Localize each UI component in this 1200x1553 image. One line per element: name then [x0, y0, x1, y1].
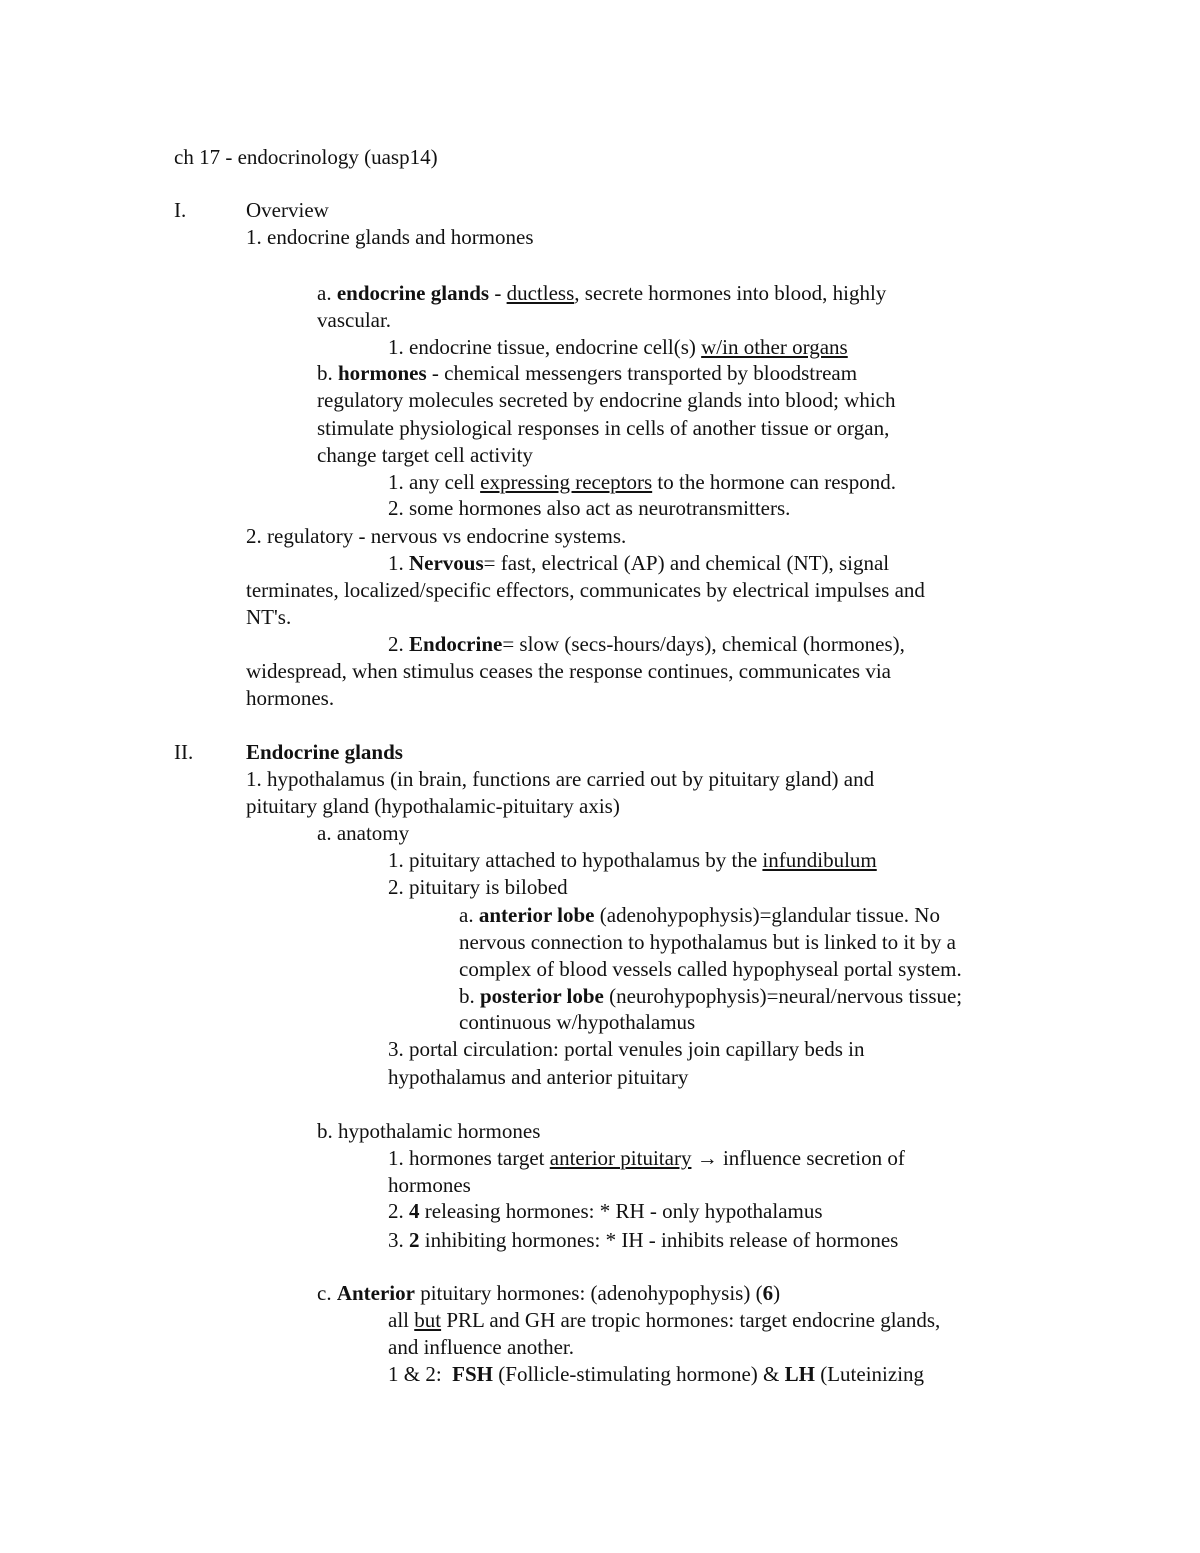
text-run: all: [388, 1308, 415, 1332]
text-run: b. hypothalamic hormones: [317, 1119, 541, 1143]
arrow-right-icon: →: [691, 1146, 723, 1170]
text-run: anterior pituitary: [549, 1146, 692, 1170]
text-run: FSH: [452, 1362, 494, 1386]
text-run: hormones.: [246, 686, 335, 710]
outline-item: [388, 1227, 898, 1253]
text-run: 2.: [388, 632, 409, 656]
text-run: 6: [762, 1281, 774, 1305]
section-heading: [246, 197, 329, 223]
text-run: 1. endocrine glands and hormones: [246, 225, 534, 249]
text-run: stimulate physiological responses in cells of another tissue or organ,: [317, 416, 890, 440]
text-run: nervous connection to hypothalamus but is linked to it by a: [459, 930, 956, 954]
text-run: Overview: [246, 198, 329, 222]
outline-item-continued: [317, 387, 896, 413]
outline-item: [388, 847, 877, 873]
text-run: b.: [459, 984, 480, 1008]
text-run: w/in other organs: [701, 335, 848, 359]
text-run: continuous w/hypothalamus: [459, 1010, 696, 1034]
text-run: Anterior: [336, 1281, 415, 1305]
text-run: 2. pituitary is bilobed: [388, 875, 568, 899]
text-run: releasing hormones: * RH - only hypothalamus: [419, 1199, 823, 1223]
text-run: hypothalamus and anterior pituitary: [388, 1065, 689, 1089]
text-run: vascular.: [317, 308, 392, 332]
text-run: a.: [459, 903, 479, 927]
text-run: c.: [317, 1281, 337, 1305]
text-run: posterior lobe: [480, 984, 604, 1008]
outline-item-continued: [246, 685, 334, 711]
text-run: NT's.: [246, 605, 292, 629]
section-number: [174, 197, 186, 223]
text-run: inhibiting hormones: * IH - inhibits release of hormones: [419, 1228, 899, 1252]
outline-item: [388, 469, 896, 495]
text-run: 3.: [388, 1228, 409, 1252]
outline-item: [246, 224, 534, 250]
outline-item-continued: [246, 658, 891, 684]
outline-item-continued: [317, 442, 533, 468]
text-run: change target cell activity: [317, 443, 533, 467]
text-run: 1. hypothalamus (in brain, functions are carried out by pituitary gland) and: [246, 767, 875, 791]
text-run: anterior lobe: [478, 903, 595, 927]
text-run: 2: [409, 1228, 420, 1252]
outline-item: [388, 1307, 940, 1333]
outline-item: [388, 1145, 905, 1171]
outline-item-continued: [459, 956, 962, 982]
outline-item: [317, 1118, 540, 1144]
text-run: 2. regulatory - nervous vs endocrine systems.: [246, 524, 627, 548]
text-run: 4: [409, 1199, 420, 1223]
text-run: (adenohypophysis)=glandular tissue. No: [594, 903, 940, 927]
outline-item: [388, 550, 889, 576]
text-run: ): [773, 1281, 781, 1305]
outline-item: [317, 1280, 780, 1306]
text-run: ductless: [506, 281, 575, 305]
text-run: and influence another.: [388, 1335, 575, 1359]
text-run: Endocrine: [409, 632, 503, 656]
text-run: = slow (secs-hours/days), chemical (hormones),: [502, 632, 905, 656]
text-run: 1 & 2:: [388, 1362, 453, 1386]
section-number: [174, 739, 193, 765]
text-run: to the hormone can respond.: [652, 470, 896, 494]
section-heading: [246, 739, 403, 765]
text-run: = fast, electrical (AP) and chemical (NT), signal: [483, 551, 890, 575]
text-run: 3. portal circulation: portal venules join capillary beds in: [388, 1037, 865, 1061]
text-run: 1. any cell: [388, 470, 481, 494]
outline-item-continued: [246, 604, 291, 630]
page-title: [174, 144, 438, 170]
text-run: endocrine glands: [336, 281, 490, 305]
text-run: hormones: [388, 1173, 471, 1197]
outline-item-continued: [459, 929, 956, 955]
text-run: pituitary gland (hypothalamic-pituitary axis): [246, 794, 620, 818]
outline-item-continued: [459, 1009, 695, 1035]
text-run: influence secretion of: [722, 1146, 905, 1170]
outline-item: [388, 874, 568, 900]
outline-item: [459, 902, 940, 928]
outline-item: [388, 1198, 823, 1224]
text-run: II.: [174, 740, 194, 764]
outline-item: [246, 523, 626, 549]
text-run: b.: [317, 361, 338, 385]
text-run: ch 17 - endocrinology (uasp14): [174, 145, 438, 169]
text-run: -: [489, 281, 507, 305]
outline-item: [388, 334, 848, 360]
text-run: Nervous: [409, 551, 484, 575]
text-run: Endocrine glands: [246, 740, 403, 764]
outline-item: [388, 495, 790, 521]
outline-item: [317, 360, 857, 386]
text-run: infundibulum: [762, 848, 877, 872]
outline-item-continued: [388, 1172, 471, 1198]
text-run: PRL and GH are tropic hormones: target endocrine glands,: [441, 1308, 941, 1332]
text-run: hormones: [338, 361, 427, 385]
text-run: 1. pituitary attached to hypothalamus by the: [388, 848, 763, 872]
text-run: 2.: [388, 1199, 409, 1223]
outline-item: [388, 1361, 924, 1387]
text-run: , secrete hormones into blood, highly: [574, 281, 887, 305]
text-run: LH: [784, 1362, 815, 1386]
text-run: (Follicle-stimulating hormone) &: [493, 1362, 785, 1386]
outline-item-continued: [246, 793, 620, 819]
text-run: a. anatomy: [317, 821, 410, 845]
text-run: expressing receptors: [480, 470, 653, 494]
outline-item-continued: [317, 415, 889, 441]
text-run: a.: [317, 281, 337, 305]
outline-item: [388, 1036, 864, 1062]
outline-item: [246, 766, 874, 792]
outline-item: [459, 983, 962, 1009]
text-run: but: [414, 1308, 442, 1332]
outline-item-continued: [246, 577, 925, 603]
outline-item: [388, 631, 905, 657]
text-run: complex of blood vessels called hypophyseal portal system.: [459, 957, 962, 981]
text-run: I.: [174, 198, 187, 222]
outline-item: [317, 820, 409, 846]
text-run: (Luteinizing: [814, 1362, 925, 1386]
text-run: 2. some hormones also act as neurotransmitters.: [388, 496, 791, 520]
text-run: terminates, localized/specific effectors, communicates by electrical impulses and: [246, 578, 925, 602]
text-run: pituitary hormones: (adenohypophysis) (: [414, 1281, 763, 1305]
outline-item-continued: [388, 1064, 688, 1090]
outline-item-continued: [317, 307, 391, 333]
text-run: 1. endocrine tissue, endocrine cell(s): [388, 335, 702, 359]
text-run: - chemical messengers transported by bloodstream: [426, 361, 858, 385]
text-run: (neurohypophysis)=neural/nervous tissue;: [603, 984, 963, 1008]
text-run: regulatory molecules secreted by endocrine glands into blood; which: [317, 388, 896, 412]
outline-item: [317, 280, 886, 306]
text-run: 1. hormones target: [388, 1146, 550, 1170]
text-run: 1.: [388, 551, 409, 575]
outline-item-continued: [388, 1334, 574, 1360]
text-run: widespread, when stimulus ceases the response continues, communicates via: [246, 659, 891, 683]
